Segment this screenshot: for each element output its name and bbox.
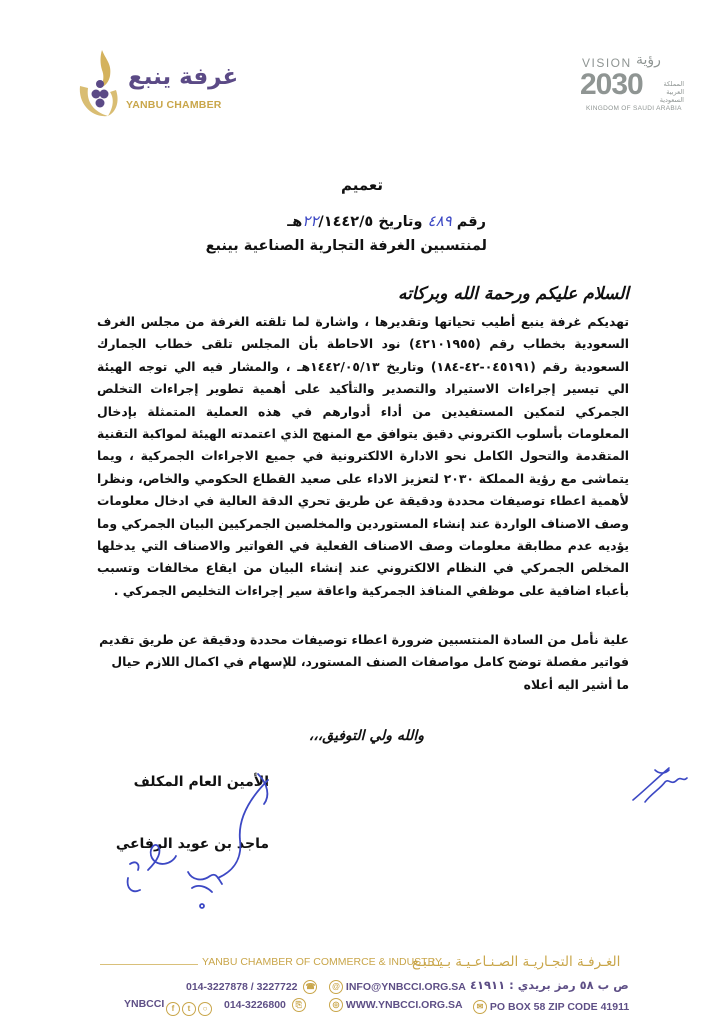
chamber-emblem-icon [72, 46, 128, 122]
addressee: لمنتسبين الغرفة التجارية الصناعية بينبع [205, 238, 487, 254]
footer-phone-2 [224, 998, 306, 1012]
ref-prefix: رقم [456, 214, 486, 230]
reference-line [287, 212, 486, 230]
signatory-name: ماجد بن عويد الرفاعي [115, 836, 269, 852]
vision-arabic-subtitle: المملكة العربية السعودية [659, 80, 684, 104]
phone-icon: ☎ [303, 980, 317, 994]
vision-2030-logo [574, 52, 684, 126]
vision-arabic: رؤية [636, 52, 661, 68]
email-icon: @ [329, 980, 343, 994]
body-paragraph-1: تهديكم غرفة ينبع أطيب تحياتها وتقديرها ، واشارة لما تلقته الغرفة من مجلس الغرف السعودية بخطاب رقم (٤٢١٠١٩٥٥) نود الاحاطة بأن المجلس تلقى خطاب الجمارك السعودية رقم (٠٤٥١٩١-٤٢-١٨٤) وتاريخ ١٤٤٢/٠٥/١٣هـ ، والمشار فيه الي توجه الهيئة الي تيسير إجراءات الاستيراد والتصدير والتأكيد على أهمية تطوير إجراءات التخلص الجمركي لتمكين المستفيدين من أداء أدوارهم في هذه العملية المتمثلة بإدخال المعلومات بأسلوب الكتروني دقيق يتوافق مع المنهج الذي اعتمدته الهيئة لمواكبة التقنية المتقدمة والتحول الكامل نحو الادارة الالكترونية في جميع الاجراءات الجمركية ، ويما يتماشى مع رؤية المملكة ٢٠٣٠ لتعزيز الاداء على صعيد القطاع الحكومي والخاص، ونظرا لأهمية اعطاء توصيفات محددة ودقيقة عن طريق تحري الدقة العالية في ادخال معلومات وصف الاصناف الواردة عند إنشاء المستوردين والمخلصين الجمركيين البيان الجمركي وما يؤديه عدم مطابقة معلومات وصف الاصناف الفعلية في الفواتير والاصناف التي يدخلها المخلص الجمركي في النظام الالكتروني عند إنشاء البيان من ايقاع مخالفات وتسبب بأعباء اضافية على موظفي المنافذ الجمركية واعاقة سير إجراءات التخليص الجمركي . [97, 314, 630, 598]
logo-arabic-text: غرفة ينبع [128, 64, 239, 90]
handwritten-signature-icon [115, 760, 278, 910]
signatory-title: الأمين العام المكلف [133, 774, 269, 790]
social-icons [166, 996, 214, 1016]
vision-kingdom-text: KINGDOM OF SAUDI ARABIA [586, 105, 682, 112]
globe-icon: ◎ [329, 998, 343, 1012]
closing-line: والله ولي التوفيق،،، [308, 728, 424, 744]
pobox-english-text: PO BOX 58 ZIP CODE 41911 [489, 1000, 630, 1013]
ref-day-handwritten: ٢٢ [302, 212, 319, 230]
fax-icon: ⎘ [292, 998, 306, 1012]
ref-mid: وتاريخ [378, 214, 423, 230]
facebook-icon[interactable]: f [166, 1002, 180, 1016]
footer-pobox-english [470, 1000, 629, 1014]
website-text: WWW.YNBCCI.ORG.SA [345, 998, 463, 1011]
ref-date: /١٤٤٢/٥هـ [287, 214, 374, 230]
footer-email[interactable] [326, 980, 466, 994]
footer-pobox-arabic: ص ب ٥٨ رمز بريدي : ٤١٩١١ [470, 978, 629, 992]
vision-year: 2030 [580, 68, 643, 101]
vision-word: VISION [582, 56, 632, 70]
footer-social-handle: YNBCCI [124, 998, 165, 1010]
footer-chamber-english: YANBU CHAMBER OF COMMERCE & INDUSTRY [198, 956, 446, 968]
twitter-icon[interactable]: t [182, 1002, 196, 1016]
footer-website[interactable] [326, 998, 463, 1012]
greeting: السلام عليكم ورحمة الله وبركاته [398, 284, 629, 304]
email-text: INFO@YNBCCI.ORG.SA [345, 980, 466, 993]
footer-chamber-arabic: الغـرفـة التجـاريـة الصـنـاعـيـة بـيـنـبـع [412, 954, 621, 970]
chamber-logo [72, 46, 239, 122]
footer-phone-1 [186, 980, 317, 994]
letter-title: تعميم [340, 176, 384, 194]
phone-1-text: 014-3227878 / 3227722 [186, 980, 298, 993]
logo-english-text: YANBU CHAMBER [126, 99, 222, 111]
phone-2-text: 014-3226800 [224, 998, 286, 1011]
ref-number-handwritten: ٤٨٩ [427, 212, 452, 230]
body-paragraph-2: علية نأمل من السادة المنتسبين ضرورة اعطاء توصيفات محددة ودقيقة عن طريق تقديم فواتير مفصلة توضح كامل مواصفات الصنف المستورد، للإسهام في اكمال اللازم حيال ما أشير اليه أعلاه [99, 632, 629, 692]
instagram-icon[interactable]: ○ [198, 1002, 212, 1016]
mailbox-icon: ✉ [473, 1000, 487, 1014]
initial-mark-icon [625, 760, 695, 810]
